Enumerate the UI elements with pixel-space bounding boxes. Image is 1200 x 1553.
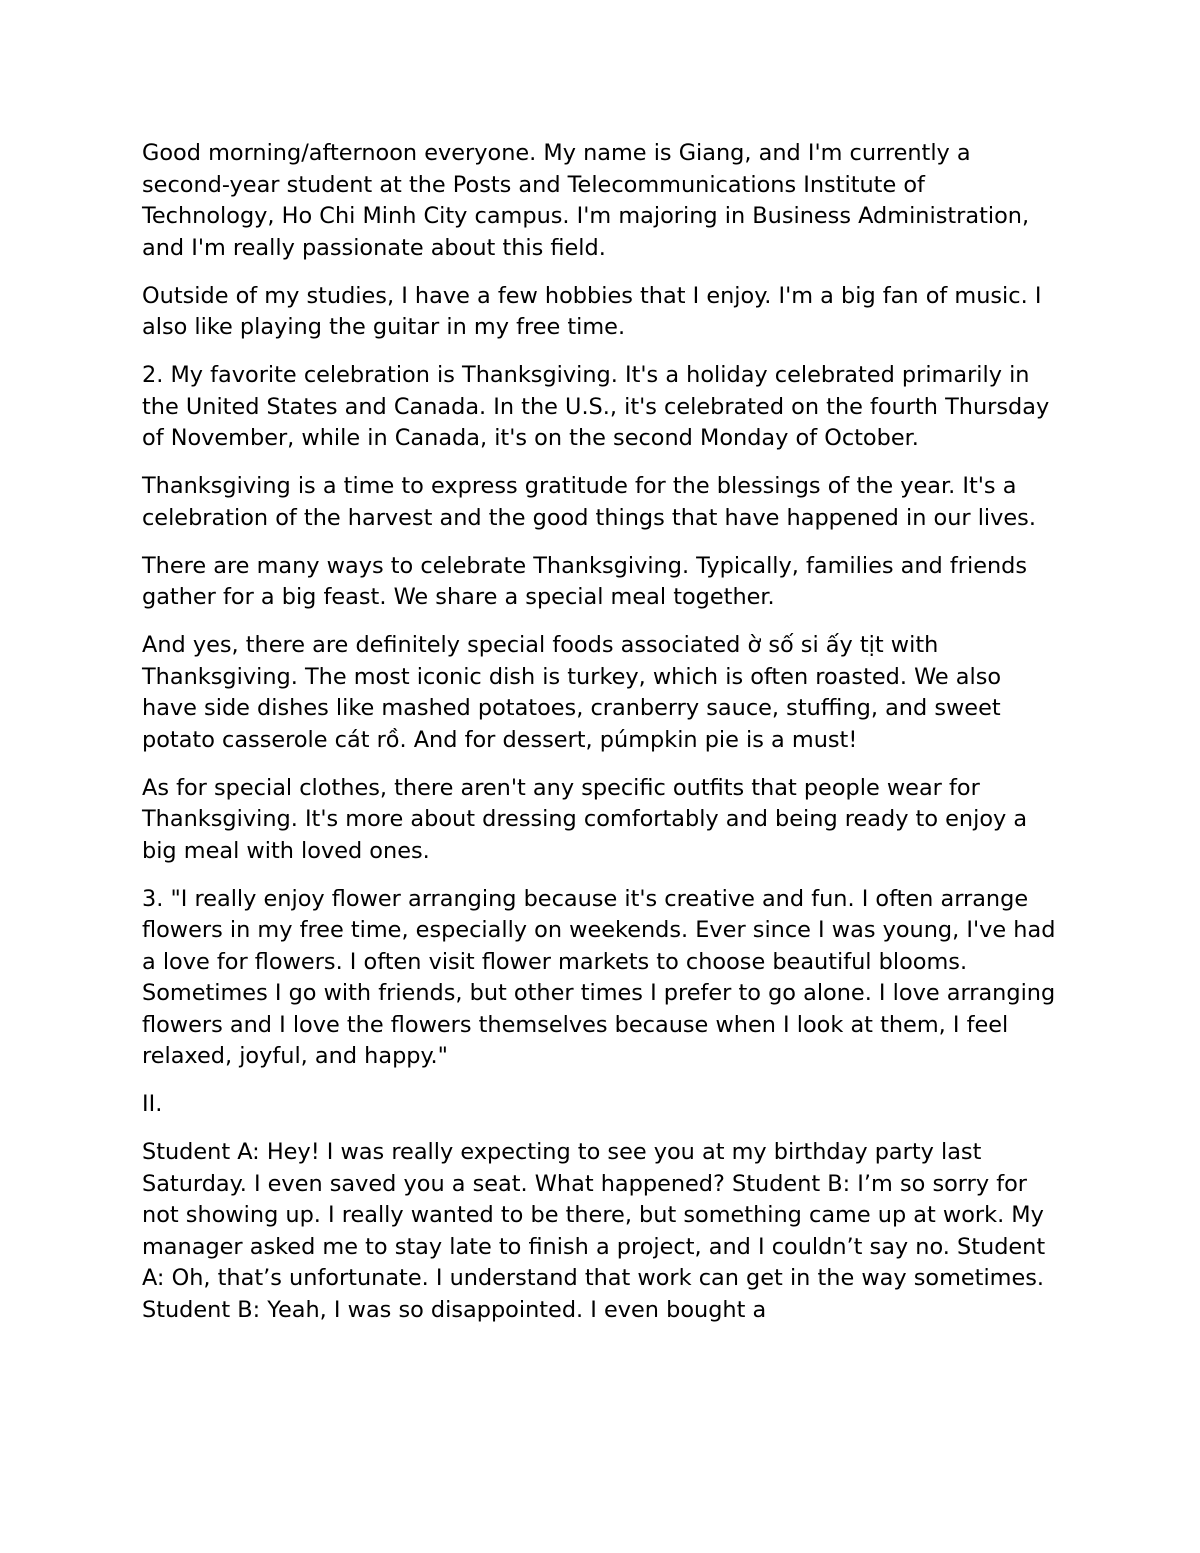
paragraph-thanksgiving-meaning: Thanksgiving is a time to express gratitude for the blessings of the year. It's a celebration of the harvest and the good things that have happened in our lives. [142, 473, 1036, 531]
document-body [142, 138, 1057, 1343]
paragraph-ways-to-celebrate: There are many ways to celebrate Thanksgiving. Typically, families and friends gather for a big feast. We share a special meal together. [142, 552, 1028, 610]
paragraph-hobbies: Outside of my studies, I have a few hobbies that I enjoy. I'm a big fan of music. I also like playing the guitar in my free time. [142, 282, 1042, 340]
paragraph-dialogue: Student A: Hey! I was really expecting to see you at my birthday party last Saturday. I even saved you a seat. What happened? Student B: I’m so sorry for not showing up. I really wanted to be there, but something came up at work. My manager asked me to stay late to finish a project, and I couldn’t say no. Student A: Oh, that’s unfortunate. I understand that work can get in the way sometimes. Student B: Yeah, I was so disappointed. I even bought a [142, 1139, 1046, 1323]
paragraph-special-foods: And yes, there are definitely special foods associated ờ số si ấy tịt with Thanksgiving. The most iconic dish is turkey, which is often roasted. We also have side dishes like mashed potatoes, cranberry sauce, stuffing, and sweet potato casserole cát rồ. And for dessert, púmpkin pie is a must! [142, 632, 1002, 753]
paragraph-introduction: Good morning/afternoon everyone. My name is Giang, and I'm currently a second-year student at the Posts and Telecommunications Institute of Technology, Ho Chi Minh City campus. I'm majoring in Business Administration, and I'm really passionate about this field. [142, 140, 1030, 261]
section-heading-ii: II. [142, 1091, 163, 1117]
paragraph-favorite-celebration: 2. My favorite celebration is Thanksgiving. It's a holiday celebrated primarily in the United States and Canada. In the U.S., it's celebrated on the fourth Thursday of November, while in Canada, it's on the second Monday of October. [142, 362, 1050, 451]
paragraph-special-clothes: As for special clothes, there aren't any specific outfits that people wear for Thanksgiving. It's more about dressing comfortably and being ready to enjoy a big meal with loved ones. [142, 774, 1028, 864]
paragraph-flower-arranging: 3. "I really enjoy flower arranging because it's creative and fun. I often arrange flowers in my free time, especially on weekends. Ever since I was young, I've had a love for flowers. I often visit flower markets to choose beautiful blooms. Sometimes I go with friends, but other times I prefer to go alone. I love arranging flowers and I love the flowers themselves because when I look at them, I feel relaxed, joyful, and happy." [142, 885, 1056, 1069]
